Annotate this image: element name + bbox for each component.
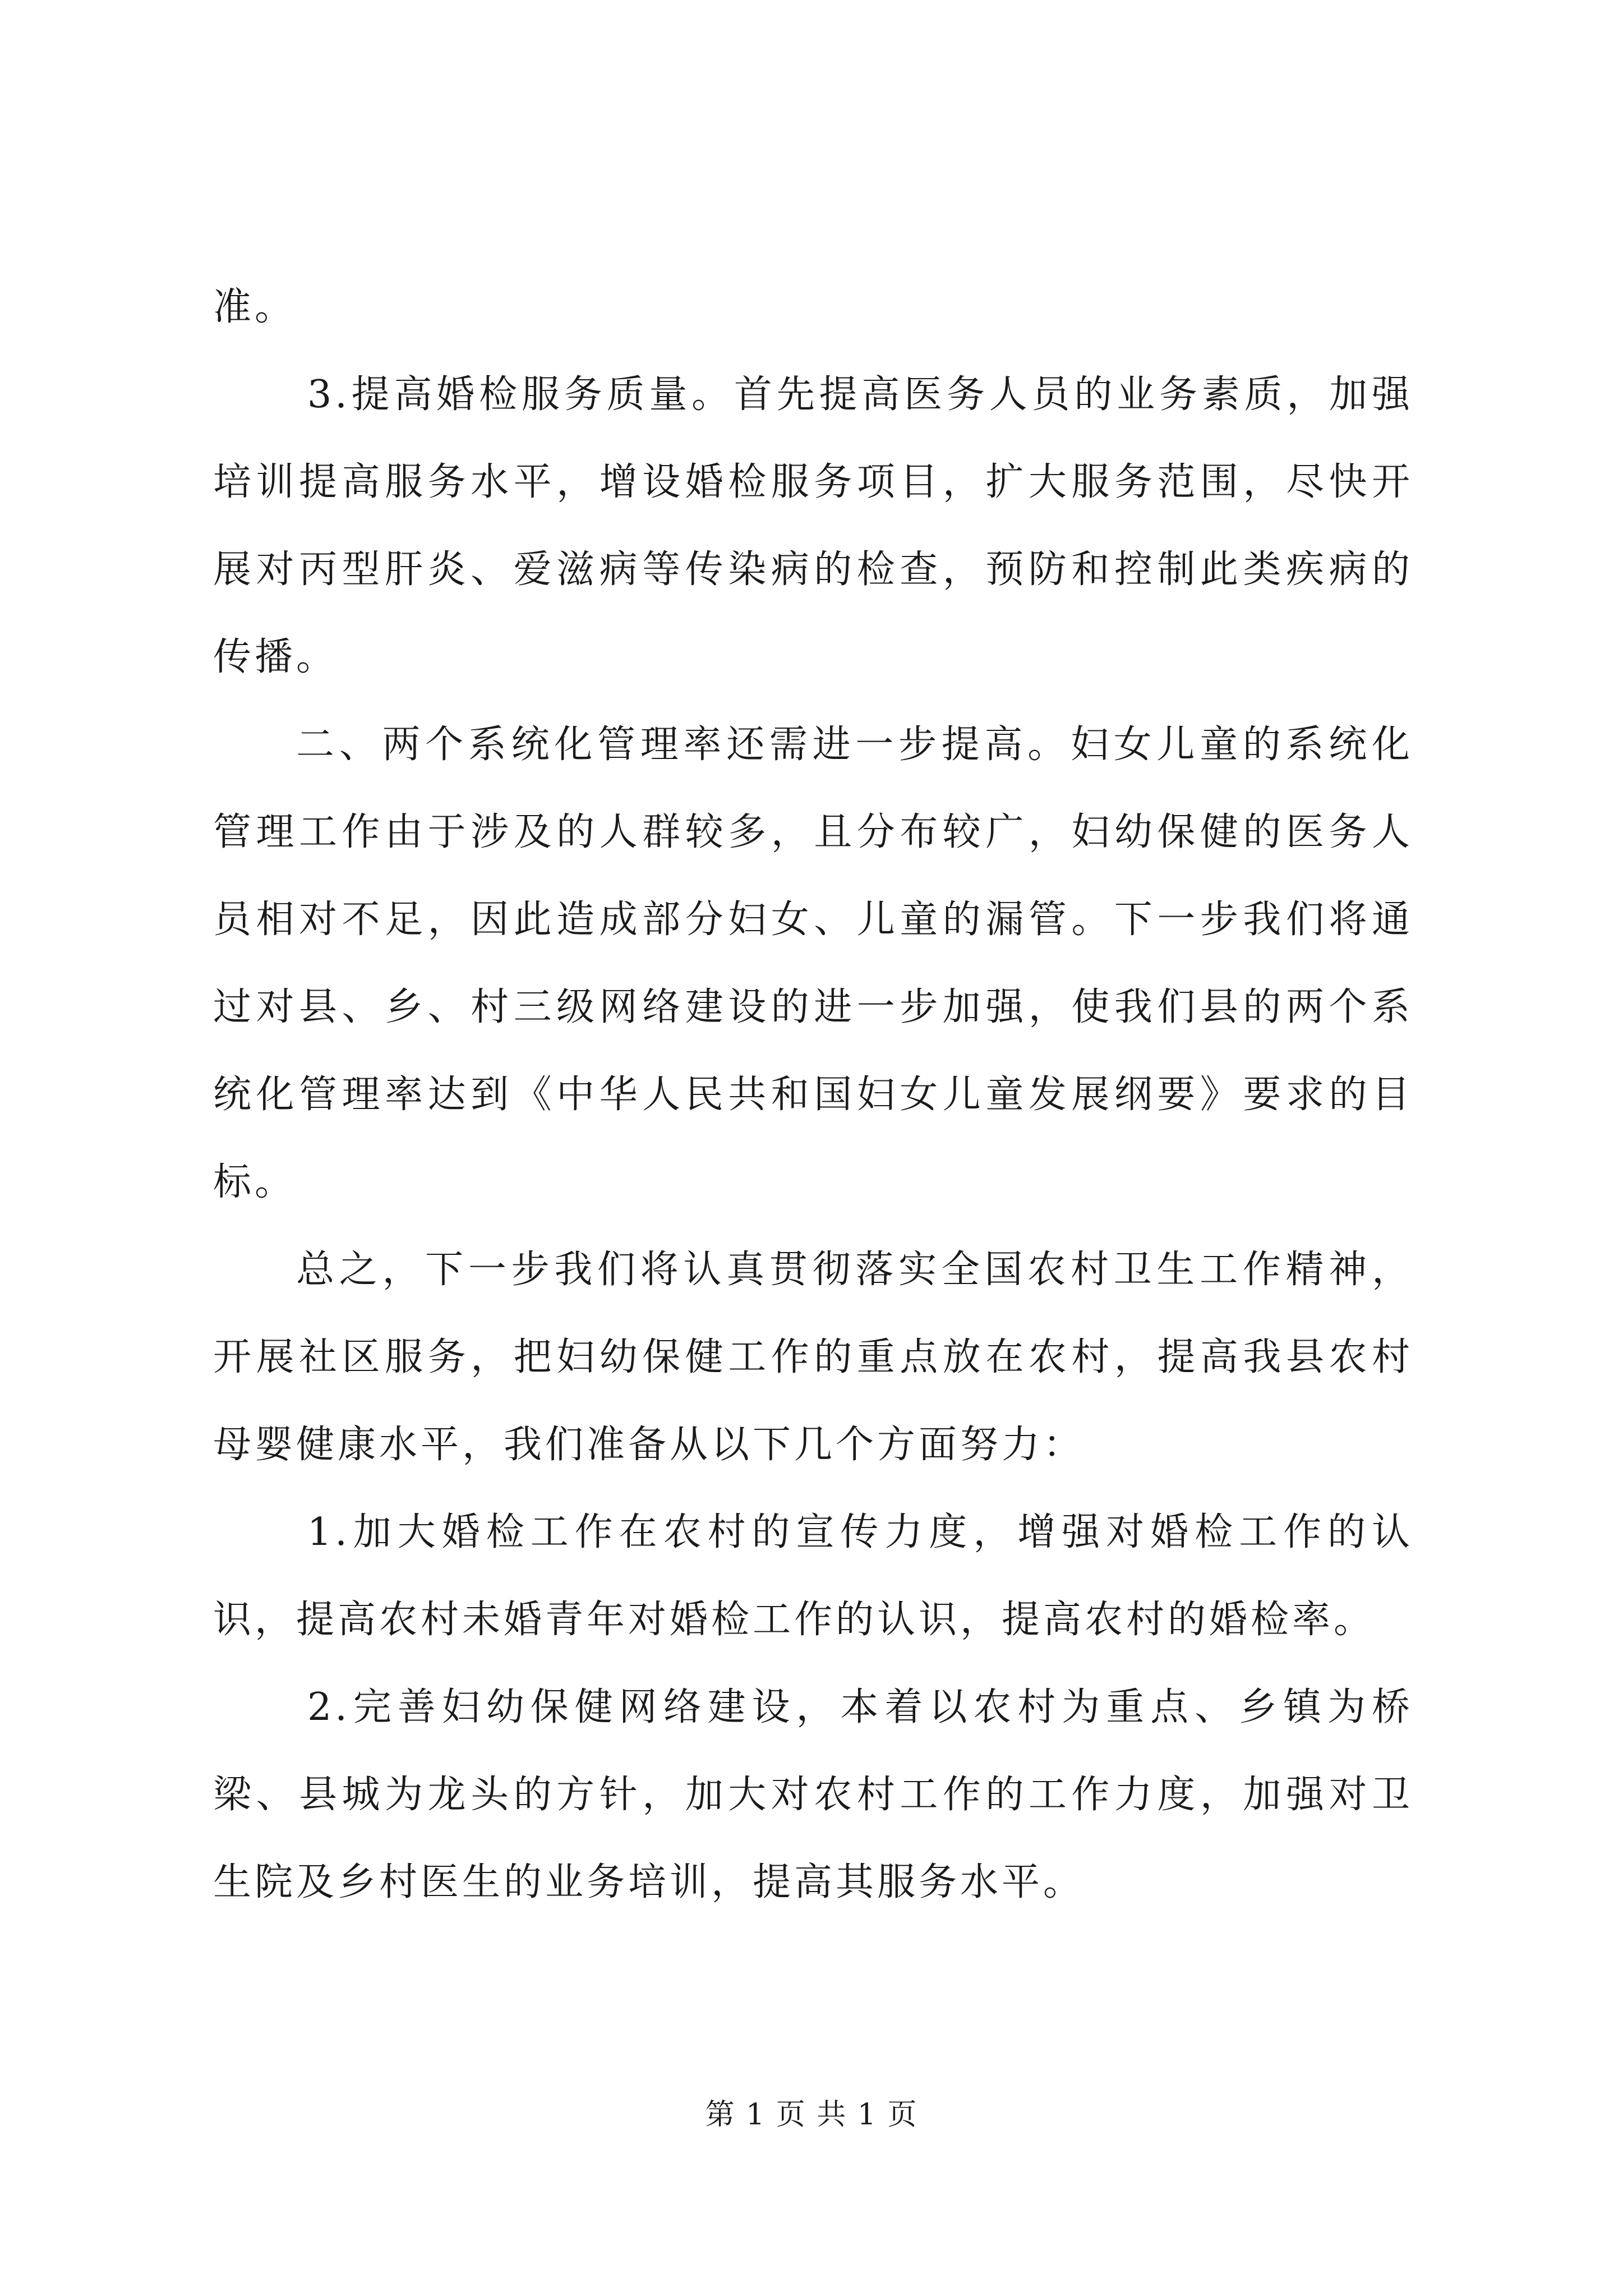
document-body — [213, 264, 1413, 1926]
paragraph-item-2: 2.完善妇幼保健网络建设，本着以农村为重点、乡镇为桥梁、县城为龙头的方针，加大对农村工作的工作力度，加强对卫生院及乡村医生的业务培训，提高其服务水平。 — [213, 1685, 1413, 1904]
page-footer: 第 1 页 共 1 页 — [705, 2098, 918, 2132]
paragraph-item-3: 3.提高婚检服务质量。首先提高医务人员的业务素质，加强培训提高服务水平，增设婚检服务项目，扩大服务范围，尽快开展对丙型肝炎、爱滋病等传染病的检查，预防和控制此类疾病的传播。 — [213, 372, 1413, 679]
paragraph-section-2: 二、两个系统化管理率还需进一步提高。妇女儿童的系统化管理工作由于涉及的人群较多，且分布较广，妇幼保健的医务人员相对不足，因此造成部分妇女、儿童的漏管。下一步我们将通过对县、乡、村三级网络建设的进一步加强，使我们县的两个系统化管理率达到《中华人民共和国妇女儿童发展纲要》要求的目标。 — [213, 723, 1413, 1204]
paragraph-item-1: 1.加大婚检工作在农村的宣传力度，增强对婚检工作的认识，提高农村未婚青年对婚检工作的认识，提高农村的婚检率。 — [213, 1510, 1413, 1642]
paragraph-summary: 总之，下一步我们将认真贯彻落实全国农村卫生工作精神，开展社区服务，把妇幼保健工作的重点放在农村，提高我县农村母婴健康水平，我们准备从以下几个方面努力： — [213, 1248, 1413, 1467]
paragraph-continuation: 准。 — [213, 285, 297, 329]
